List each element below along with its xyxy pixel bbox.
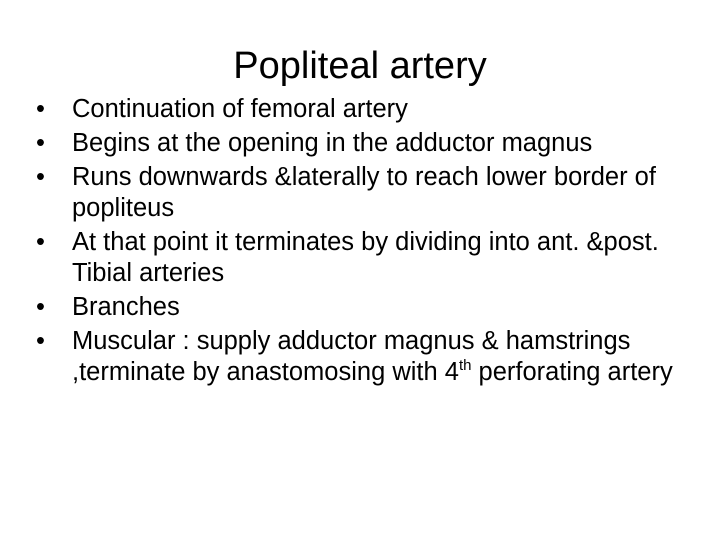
bullet-dot-icon: • — [36, 293, 45, 321]
bullet-item — [36, 94, 686, 125]
bullet-dot-icon: • — [36, 95, 45, 123]
ordinal-superscript: th — [458, 357, 472, 374]
bullet-item — [36, 227, 686, 289]
bullet-text-part: Muscular : supply adductor magnus & hamstrings ,terminate by anastomosing with 4 — [72, 327, 631, 386]
bullet-dot-icon: • — [36, 327, 45, 355]
bullet-text-part: perforating artery — [471, 358, 673, 386]
bullet-text: At that point it terminates by dividing into ant. &post. Tibial arteries — [72, 228, 659, 287]
bullet-item — [36, 326, 686, 388]
bullet-text: Branches — [72, 293, 180, 321]
bullet-dot-icon: • — [36, 163, 45, 191]
bullet-item — [36, 162, 686, 224]
bullet-dot-icon: • — [36, 129, 45, 157]
slide-title-text: Popliteal artery — [233, 45, 487, 87]
bullet-list — [36, 94, 686, 391]
bullet-item — [36, 292, 686, 323]
bullet-text: Begins at the opening in the adductor magnus — [72, 129, 593, 157]
slide-title — [0, 42, 720, 90]
bullet-dot-icon: • — [36, 228, 45, 256]
bullet-text — [72, 326, 686, 388]
bullet-item — [36, 128, 686, 159]
bullet-text: Continuation of femoral artery — [72, 95, 408, 123]
bullet-text: Runs downwards &laterally to reach lower border of popliteus — [72, 163, 656, 222]
